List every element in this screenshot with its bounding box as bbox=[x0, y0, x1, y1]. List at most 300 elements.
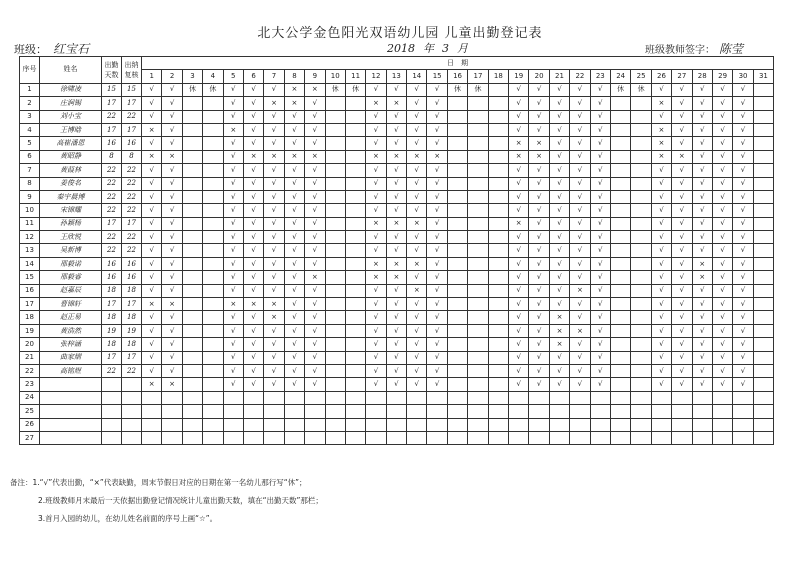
attendance-mark bbox=[488, 244, 508, 257]
attendance-mark bbox=[203, 378, 223, 391]
attendance-mark: √ bbox=[284, 244, 304, 257]
attendance-mark: √ bbox=[529, 257, 549, 270]
attendance-mark: √ bbox=[162, 351, 182, 364]
attendance-mark: √ bbox=[733, 83, 753, 96]
attendance-mark bbox=[468, 217, 488, 230]
attendance-mark bbox=[162, 418, 182, 431]
student-name: 黄昭静 bbox=[40, 150, 102, 163]
attendance-mark: × bbox=[651, 150, 671, 163]
table-row bbox=[20, 177, 774, 190]
attendance-mark bbox=[672, 391, 692, 404]
attendance-mark bbox=[325, 244, 345, 257]
attendance-mark: √ bbox=[529, 97, 549, 110]
attendance-mark: × bbox=[284, 83, 304, 96]
attendance-mark bbox=[447, 418, 467, 431]
attendance-mark: √ bbox=[712, 284, 732, 297]
attendance-mark: √ bbox=[223, 311, 243, 324]
attendance-mark bbox=[610, 110, 630, 123]
attendance-mark: √ bbox=[712, 311, 732, 324]
attendance-mark bbox=[345, 97, 365, 110]
attendance-mark bbox=[345, 284, 365, 297]
attendance-mark bbox=[753, 324, 773, 337]
attendance-mark bbox=[325, 405, 345, 418]
attendance-mark bbox=[651, 418, 671, 431]
row-index: 15 bbox=[20, 271, 40, 284]
attendance-mark: √ bbox=[590, 271, 610, 284]
attendance-mark bbox=[203, 405, 223, 418]
day-header: 29 bbox=[712, 70, 732, 83]
attendance-mark bbox=[325, 110, 345, 123]
attendance-mark bbox=[407, 391, 427, 404]
attendance-mark bbox=[203, 364, 223, 377]
table-row bbox=[20, 110, 774, 123]
attendance-mark: √ bbox=[549, 217, 569, 230]
attendance-mark bbox=[325, 324, 345, 337]
attendance-mark bbox=[345, 190, 365, 203]
attendance-mark: √ bbox=[570, 97, 590, 110]
row-index: 25 bbox=[20, 405, 40, 418]
attendance-mark bbox=[488, 83, 508, 96]
attendance-mark bbox=[427, 431, 447, 444]
attendance-mark bbox=[631, 190, 651, 203]
attendance-mark bbox=[182, 257, 202, 270]
attendance-mark bbox=[488, 110, 508, 123]
attendance-mark: √ bbox=[692, 164, 712, 177]
attendance-mark: √ bbox=[243, 338, 263, 351]
attendance-mark: √ bbox=[366, 324, 386, 337]
attendance-mark: √ bbox=[264, 190, 284, 203]
attendance-mark bbox=[570, 431, 590, 444]
attendance-mark bbox=[182, 150, 202, 163]
attendance-mark: √ bbox=[243, 351, 263, 364]
attendance-mark: × bbox=[570, 324, 590, 337]
attend-days: 22 bbox=[102, 177, 122, 190]
attendance-mark: √ bbox=[590, 364, 610, 377]
attendance-mark: √ bbox=[529, 83, 549, 96]
attendance-mark bbox=[345, 271, 365, 284]
attendance-mark bbox=[610, 231, 630, 244]
row-index: 12 bbox=[20, 231, 40, 244]
attend-review: 18 bbox=[122, 284, 142, 297]
attendance-mark bbox=[753, 83, 773, 96]
attendance-mark bbox=[182, 405, 202, 418]
attendance-mark: √ bbox=[672, 83, 692, 96]
day-header: 7 bbox=[264, 70, 284, 83]
attendance-mark: √ bbox=[243, 137, 263, 150]
student-name: 宋锦耀 bbox=[40, 204, 102, 217]
attendance-mark: √ bbox=[712, 123, 732, 136]
attendance-mark: √ bbox=[243, 204, 263, 217]
day-header: 3 bbox=[182, 70, 202, 83]
attendance-mark bbox=[468, 311, 488, 324]
attendance-mark: √ bbox=[162, 83, 182, 96]
row-index: 23 bbox=[20, 378, 40, 391]
attend-days bbox=[102, 418, 122, 431]
attendance-mark: √ bbox=[427, 351, 447, 364]
attendance-mark: √ bbox=[407, 364, 427, 377]
attendance-mark: √ bbox=[223, 150, 243, 163]
attendance-mark: √ bbox=[427, 257, 447, 270]
attend-review: 22 bbox=[122, 190, 142, 203]
attendance-mark: √ bbox=[386, 83, 406, 96]
attendance-mark bbox=[182, 164, 202, 177]
student-name: 曹锦轩 bbox=[40, 298, 102, 311]
attendance-mark: √ bbox=[570, 351, 590, 364]
table-row bbox=[20, 231, 774, 244]
day-header: 27 bbox=[672, 70, 692, 83]
attendance-mark bbox=[203, 137, 223, 150]
attendance-mark: √ bbox=[264, 364, 284, 377]
attendance-mark: √ bbox=[672, 338, 692, 351]
attendance-mark: √ bbox=[264, 110, 284, 123]
attendance-mark: √ bbox=[223, 324, 243, 337]
attendance-mark bbox=[325, 204, 345, 217]
attendance-mark: √ bbox=[733, 284, 753, 297]
attendance-mark: √ bbox=[570, 378, 590, 391]
attendance-mark: √ bbox=[529, 351, 549, 364]
attendance-mark: √ bbox=[651, 217, 671, 230]
attendance-mark: × bbox=[162, 150, 182, 163]
table-row bbox=[20, 298, 774, 311]
attendance-mark bbox=[182, 284, 202, 297]
attendance-mark: √ bbox=[386, 351, 406, 364]
attendance-mark: √ bbox=[305, 244, 325, 257]
attendance-mark: × bbox=[366, 271, 386, 284]
attendance-mark: √ bbox=[305, 311, 325, 324]
attendance-mark: √ bbox=[712, 150, 732, 163]
attendance-mark bbox=[529, 405, 549, 418]
attendance-mark: √ bbox=[223, 97, 243, 110]
attendance-mark: × bbox=[672, 150, 692, 163]
attendance-mark bbox=[203, 244, 223, 257]
attendance-mark bbox=[631, 150, 651, 163]
attendance-mark bbox=[142, 405, 162, 418]
attendance-mark bbox=[203, 217, 223, 230]
attendance-mark bbox=[386, 405, 406, 418]
attendance-mark bbox=[284, 431, 304, 444]
attendance-mark bbox=[182, 364, 202, 377]
attendance-mark: √ bbox=[264, 324, 284, 337]
attendance-mark bbox=[182, 378, 202, 391]
attendance-mark bbox=[468, 110, 488, 123]
attendance-mark: √ bbox=[386, 137, 406, 150]
attendance-mark bbox=[488, 204, 508, 217]
attendance-mark: √ bbox=[386, 177, 406, 190]
attendance-mark: √ bbox=[427, 271, 447, 284]
attendance-mark: × bbox=[366, 217, 386, 230]
attendance-mark bbox=[447, 190, 467, 203]
attendance-mark bbox=[447, 378, 467, 391]
attendance-mark: √ bbox=[142, 364, 162, 377]
attendance-mark: √ bbox=[529, 364, 549, 377]
attendance-mark: √ bbox=[712, 338, 732, 351]
attendance-mark bbox=[468, 190, 488, 203]
attendance-mark: √ bbox=[692, 217, 712, 230]
attendance-mark: √ bbox=[692, 284, 712, 297]
attendance-mark bbox=[753, 137, 773, 150]
attendance-mark: √ bbox=[305, 364, 325, 377]
row-index: 24 bbox=[20, 391, 40, 404]
student-name: 徐啸凌 bbox=[40, 83, 102, 96]
attendance-mark bbox=[468, 257, 488, 270]
attendance-mark bbox=[203, 190, 223, 203]
row-index: 10 bbox=[20, 204, 40, 217]
attendance-mark: √ bbox=[712, 351, 732, 364]
attendance-mark: √ bbox=[305, 324, 325, 337]
attendance-mark bbox=[468, 164, 488, 177]
day-header: 26 bbox=[651, 70, 671, 83]
attendance-mark: √ bbox=[305, 177, 325, 190]
note-2: 2.班级教师月末最后一天依据出勤登记情况统计儿童出勤天数，填在“出勤天数”那栏； bbox=[38, 496, 323, 505]
attendance-mark: √ bbox=[590, 137, 610, 150]
attendance-mark: √ bbox=[162, 137, 182, 150]
attendance-mark: × bbox=[142, 150, 162, 163]
attendance-mark bbox=[753, 378, 773, 391]
day-header: 1 bbox=[142, 70, 162, 83]
attendance-mark: √ bbox=[386, 284, 406, 297]
attendance-mark: × bbox=[264, 311, 284, 324]
attend-review: 22 bbox=[122, 244, 142, 257]
attendance-mark: √ bbox=[223, 177, 243, 190]
attendance-mark: √ bbox=[243, 83, 263, 96]
attendance-mark bbox=[325, 231, 345, 244]
attend-days: 22 bbox=[102, 364, 122, 377]
attendance-mark: √ bbox=[162, 110, 182, 123]
attendance-mark: √ bbox=[509, 244, 529, 257]
attendance-mark: √ bbox=[142, 311, 162, 324]
attendance-mark bbox=[488, 431, 508, 444]
day-header: 17 bbox=[468, 70, 488, 83]
attendance-mark: √ bbox=[509, 123, 529, 136]
attendance-mark: √ bbox=[549, 97, 569, 110]
attendance-mark: √ bbox=[672, 190, 692, 203]
attendance-mark: √ bbox=[692, 123, 712, 136]
attendance-mark: √ bbox=[305, 137, 325, 150]
table-row bbox=[20, 338, 774, 351]
attendance-mark: √ bbox=[407, 324, 427, 337]
table-row bbox=[20, 257, 774, 270]
attendance-mark bbox=[447, 364, 467, 377]
attendance-mark: √ bbox=[733, 324, 753, 337]
attendance-mark bbox=[753, 244, 773, 257]
attendance-mark: × bbox=[651, 137, 671, 150]
attendance-mark: √ bbox=[243, 324, 263, 337]
attendance-mark: √ bbox=[692, 298, 712, 311]
attendance-mark: √ bbox=[733, 338, 753, 351]
attendance-mark bbox=[468, 137, 488, 150]
attend-review bbox=[122, 418, 142, 431]
attendance-mark bbox=[488, 137, 508, 150]
header-index: 序号 bbox=[20, 57, 40, 84]
attendance-mark bbox=[488, 284, 508, 297]
attendance-mark bbox=[325, 271, 345, 284]
attend-days: 22 bbox=[102, 231, 122, 244]
attendance-mark bbox=[447, 324, 467, 337]
attend-days: 17 bbox=[102, 217, 122, 230]
attendance-mark: √ bbox=[692, 338, 712, 351]
attendance-mark bbox=[182, 177, 202, 190]
attendance-mark bbox=[672, 431, 692, 444]
attendance-mark: √ bbox=[590, 150, 610, 163]
attendance-mark: 休 bbox=[203, 83, 223, 96]
day-header: 2 bbox=[162, 70, 182, 83]
attend-days: 22 bbox=[102, 164, 122, 177]
attendance-mark: √ bbox=[570, 257, 590, 270]
attendance-mark: √ bbox=[284, 257, 304, 270]
attendance-mark: × bbox=[264, 150, 284, 163]
attendance-mark bbox=[223, 391, 243, 404]
attendance-mark: √ bbox=[284, 137, 304, 150]
attendance-mark bbox=[488, 190, 508, 203]
day-header: 24 bbox=[610, 70, 630, 83]
day-header: 5 bbox=[223, 70, 243, 83]
attendance-mark: √ bbox=[549, 364, 569, 377]
attendance-mark: √ bbox=[223, 257, 243, 270]
attendance-mark bbox=[610, 298, 630, 311]
attendance-mark: √ bbox=[243, 257, 263, 270]
table-row bbox=[20, 137, 774, 150]
attendance-mark: √ bbox=[407, 338, 427, 351]
attendance-mark: √ bbox=[651, 271, 671, 284]
table-row bbox=[20, 324, 774, 337]
attendance-mark bbox=[447, 405, 467, 418]
attendance-mark: √ bbox=[427, 177, 447, 190]
attendance-mark: × bbox=[264, 97, 284, 110]
attendance-mark bbox=[305, 418, 325, 431]
attendance-mark: √ bbox=[712, 257, 732, 270]
attendance-mark: √ bbox=[570, 271, 590, 284]
attendance-mark: √ bbox=[672, 110, 692, 123]
attendance-mark bbox=[182, 204, 202, 217]
attendance-mark: √ bbox=[570, 244, 590, 257]
attendance-mark bbox=[203, 338, 223, 351]
attendance-mark: √ bbox=[264, 204, 284, 217]
attendance-mark bbox=[447, 123, 467, 136]
attendance-mark bbox=[447, 110, 467, 123]
attendance-mark: √ bbox=[386, 298, 406, 311]
attendance-mark: √ bbox=[366, 110, 386, 123]
attendance-mark bbox=[468, 364, 488, 377]
class-name: 红宝石 bbox=[53, 42, 90, 56]
attendance-mark bbox=[610, 431, 630, 444]
attendance-mark bbox=[549, 405, 569, 418]
attendance-mark bbox=[610, 164, 630, 177]
attendance-mark: √ bbox=[672, 378, 692, 391]
attendance-mark bbox=[407, 418, 427, 431]
student-name: 刘小宝 bbox=[40, 110, 102, 123]
attend-days: 18 bbox=[102, 284, 122, 297]
attendance-mark bbox=[203, 177, 223, 190]
attendance-mark bbox=[243, 431, 263, 444]
attendance-mark: √ bbox=[386, 204, 406, 217]
attendance-mark bbox=[610, 190, 630, 203]
page-title: 北大公学金色阳光双语幼儿园 儿童出勤登记表 bbox=[257, 26, 543, 41]
attendance-mark bbox=[284, 405, 304, 418]
attend-days: 18 bbox=[102, 338, 122, 351]
attendance-mark: √ bbox=[366, 351, 386, 364]
attendance-mark bbox=[182, 271, 202, 284]
attendance-mark bbox=[182, 190, 202, 203]
attendance-mark: √ bbox=[366, 284, 386, 297]
row-index: 3 bbox=[20, 110, 40, 123]
attendance-mark: √ bbox=[264, 271, 284, 284]
attendance-mark: √ bbox=[509, 97, 529, 110]
attendance-mark bbox=[590, 418, 610, 431]
attendance-mark bbox=[203, 271, 223, 284]
attendance-mark: √ bbox=[712, 83, 732, 96]
attendance-mark bbox=[570, 418, 590, 431]
attendance-mark bbox=[651, 431, 671, 444]
attendance-mark: √ bbox=[305, 257, 325, 270]
attendance-mark bbox=[631, 204, 651, 217]
attendance-mark: √ bbox=[733, 150, 753, 163]
attendance-mark bbox=[488, 418, 508, 431]
attendance-mark bbox=[488, 150, 508, 163]
attendance-mark: √ bbox=[549, 378, 569, 391]
attendance-mark: √ bbox=[366, 311, 386, 324]
attendance-mark: 休 bbox=[345, 83, 365, 96]
attendance-mark bbox=[345, 123, 365, 136]
attendance-mark bbox=[468, 97, 488, 110]
attendance-mark bbox=[488, 378, 508, 391]
day-header: 4 bbox=[203, 70, 223, 83]
attendance-mark bbox=[610, 405, 630, 418]
attendance-mark bbox=[631, 257, 651, 270]
attendance-mark bbox=[610, 418, 630, 431]
attendance-mark: √ bbox=[570, 123, 590, 136]
attendance-mark bbox=[345, 110, 365, 123]
attendance-mark: √ bbox=[386, 123, 406, 136]
attendance-mark: √ bbox=[407, 378, 427, 391]
attendance-mark: √ bbox=[264, 257, 284, 270]
attendance-mark bbox=[447, 271, 467, 284]
attendance-mark bbox=[407, 431, 427, 444]
attendance-mark: √ bbox=[529, 311, 549, 324]
attendance-mark: √ bbox=[712, 164, 732, 177]
attendance-mark: × bbox=[243, 150, 263, 163]
table-row bbox=[20, 311, 774, 324]
attendance-mark: √ bbox=[142, 324, 162, 337]
attendance-mark: √ bbox=[692, 150, 712, 163]
attendance-mark: √ bbox=[590, 190, 610, 203]
attendance-mark bbox=[631, 351, 651, 364]
attendance-mark bbox=[284, 418, 304, 431]
table-row bbox=[20, 123, 774, 136]
table-row bbox=[20, 431, 774, 444]
attendance-mark: √ bbox=[142, 271, 162, 284]
attendance-mark: √ bbox=[162, 324, 182, 337]
attendance-mark: √ bbox=[142, 190, 162, 203]
attendance-mark: √ bbox=[264, 378, 284, 391]
table-row bbox=[20, 190, 774, 203]
attendance-mark bbox=[631, 137, 651, 150]
attendance-mark bbox=[692, 405, 712, 418]
attendance-mark bbox=[386, 391, 406, 404]
attendance-mark: √ bbox=[243, 97, 263, 110]
attendance-mark: √ bbox=[733, 177, 753, 190]
class-label: 班级： bbox=[14, 43, 47, 56]
attendance-mark: √ bbox=[733, 231, 753, 244]
attendance-mark: √ bbox=[529, 271, 549, 284]
attendance-mark: × bbox=[305, 83, 325, 96]
attendance-mark: √ bbox=[305, 123, 325, 136]
attendance-mark: √ bbox=[549, 110, 569, 123]
attendance-mark: √ bbox=[529, 284, 549, 297]
attendance-mark: √ bbox=[529, 231, 549, 244]
attendance-mark bbox=[447, 150, 467, 163]
attendance-mark bbox=[610, 311, 630, 324]
attendance-mark: × bbox=[651, 97, 671, 110]
